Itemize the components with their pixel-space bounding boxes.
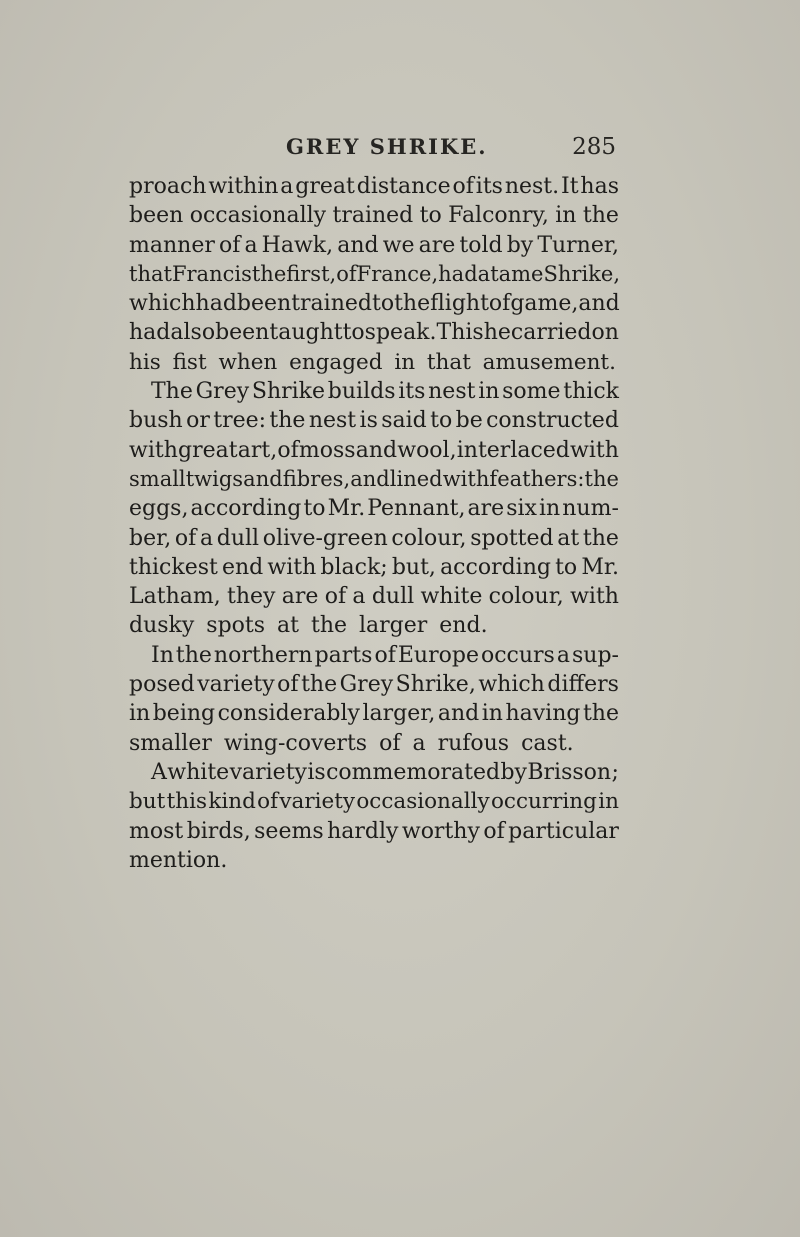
text-line: mention. <box>129 847 228 873</box>
text-line: proach within a great distance of its nest. It has <box>129 174 619 199</box>
text-line: A white variety is commemorated by Brisson ; <box>151 759 619 785</box>
running-title: GREY SHRIKE. <box>286 134 488 159</box>
text-line: ber, of a dull olive-green colour, spotted at the <box>129 525 619 551</box>
running-head <box>286 134 616 164</box>
text-line: small twigs and fibres, and lined with feathers: the <box>129 466 619 491</box>
text-line: which had been trained to the flight of game, and <box>129 291 620 317</box>
text-line: in being considerably larger, and in having the <box>129 701 619 727</box>
text-line: been occasionally trained to Falconry, in the <box>129 203 619 229</box>
text-line: dusky spots at the larger end. <box>129 613 488 639</box>
text-line: thickest end with black; but, according to Mr. <box>129 554 619 580</box>
text-line: posed variety of the Grey Shrike, which differs <box>129 672 619 698</box>
text-line: most birds, seems hardly worthy of particular <box>129 818 619 844</box>
text-line: his fist when engaged in that amusement. <box>129 349 616 375</box>
text-line: smaller wing-coverts of a rufous cast. <box>129 730 574 756</box>
text-line: The Grey Shrike builds its nest in some thick <box>151 379 619 405</box>
page-number: 285 <box>572 134 616 160</box>
body-text <box>129 172 619 875</box>
text-line: eggs, according to Mr. Pennant, are six in num- <box>129 496 619 522</box>
text-line: In the northern parts of Europe occurs a sup- <box>151 642 619 668</box>
text-line: bush or tree: the nest is said to be constructed <box>129 408 619 434</box>
text-line: manner of a Hawk, and we are told by Turner, <box>129 232 619 258</box>
text-line: had also been taught to speak. This he carried on <box>129 320 619 346</box>
text-line: that Francis the first, of France, had a tame Shrike, <box>129 261 620 286</box>
text-line: Latham, they are of a dull white colour, with <box>129 584 619 610</box>
text-line: but this kind of variety occasionally occurring in <box>129 789 619 815</box>
text-line: with great art, of moss and wool, interlaced with <box>129 437 619 463</box>
